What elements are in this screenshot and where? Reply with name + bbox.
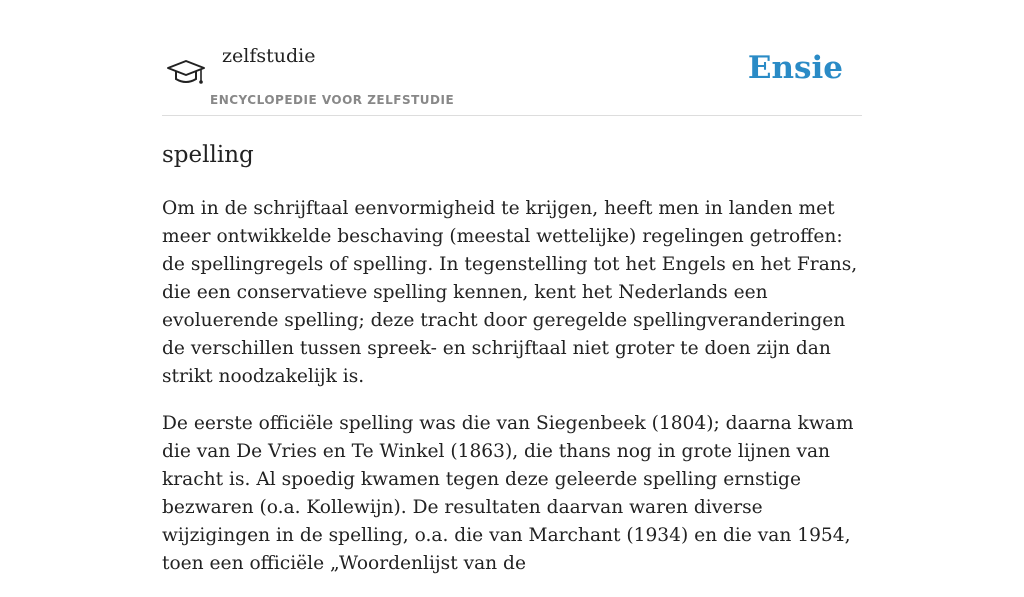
page-container <box>162 0 862 597</box>
site-subtitle: ENCYCLOPEDIE VOOR ZELFSTUDIE <box>210 93 455 107</box>
site-name-link[interactable]: zelfstudie <box>222 45 316 67</box>
article-paragraph: De eerste officiële spelling was die van Siegenbeek (1804); daarna kwam die van De Vries en Te Winkel (1863), die thans nog in grote lijnen van kracht is. Al spoedig kwamen tegen deze geleerde spelling ernstige bezwaren (o.a. Kollewijn). De resultaten daarvan waren diverse wijzigingen in de spelling, o.a. die van Marchant (1934) en die van 1954, toen een officiële „Woordenlijst van de <box>162 413 854 574</box>
graduation-cap-icon[interactable] <box>164 52 208 92</box>
article-body <box>162 195 862 578</box>
page-title: spelling <box>162 142 254 168</box>
site-header <box>162 0 862 116</box>
brand-logo[interactable]: Ensie <box>747 50 843 86</box>
article-paragraph: Om in de schrijftaal eenvormigheid te krijgen, heeft men in landen met meer ontwikkelde beschaving (meestal wettelijke) regelingen getroffen: de spellingregels of spelling. In tegenstelling tot het Engels en het Frans, die een conservatieve spelling kennen, kent het Nederlands een evoluerende spelling; deze tracht door geregelde spellingveranderingen de verschillen tussen spreek- en schrijftaal niet groter te doen zijn dan strikt noodzakelijk is. <box>162 198 858 387</box>
